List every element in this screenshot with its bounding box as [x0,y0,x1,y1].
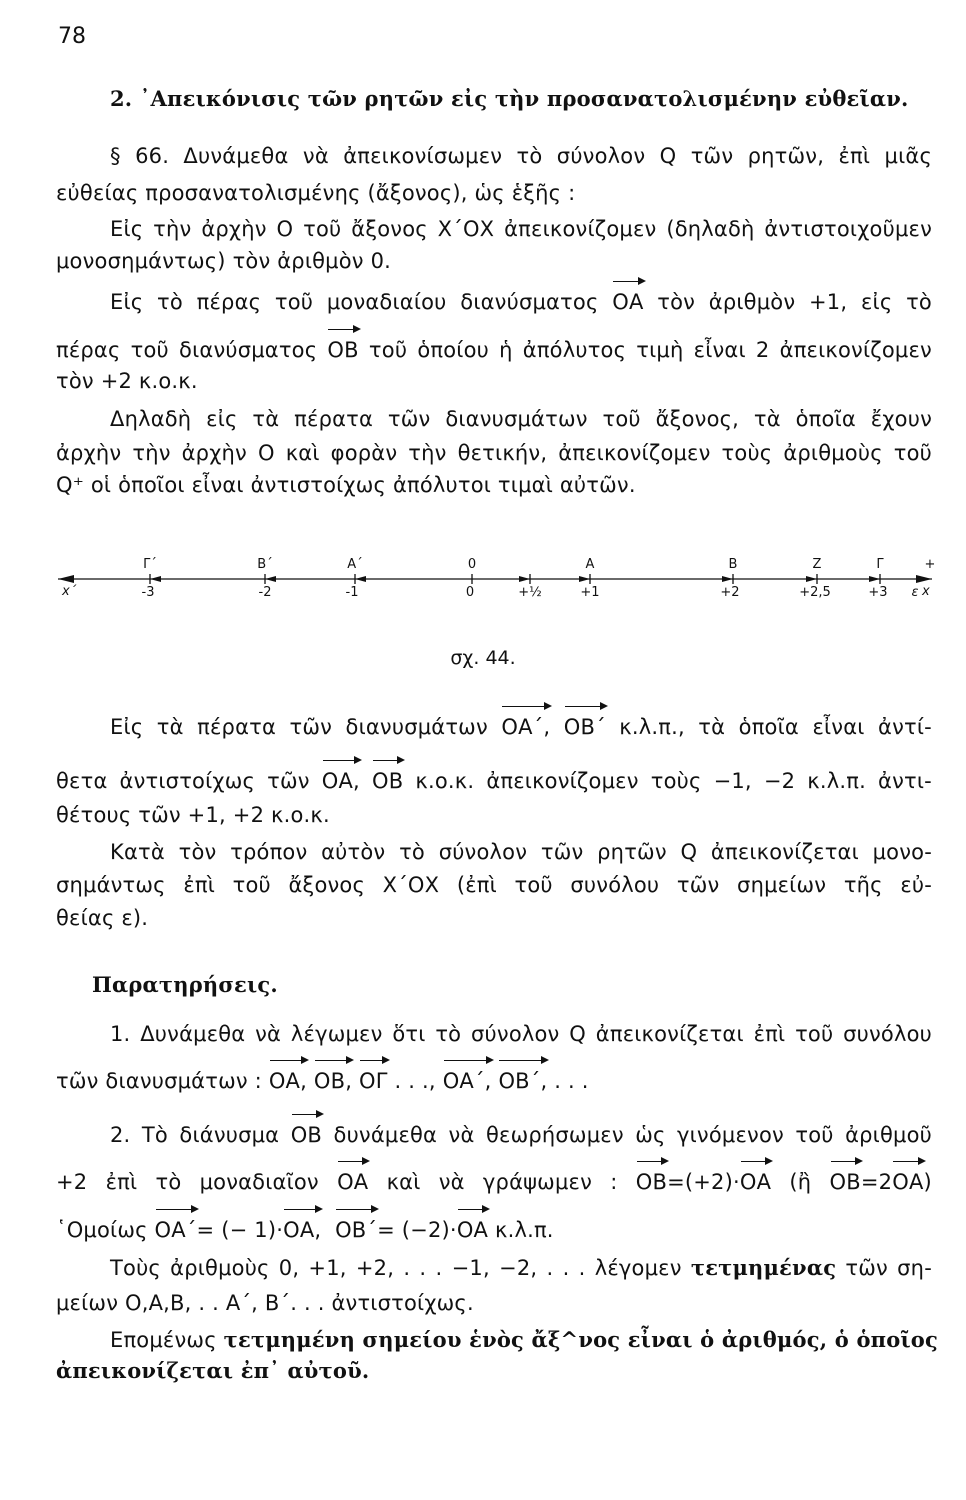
vector-oa: ΟΑ [612,290,644,314]
vector-arrowhead [150,576,161,582]
text: κ.λ.π., τὰ ὁποῖα εἶναι ἀντί- [619,715,932,739]
point-label: Α [585,557,595,572]
number-label: +3 [868,585,888,600]
text: Εἰς τὰ πέρατα τῶν διανυσμάτων [110,715,488,739]
vector-ob-prime: ΟΒ΄ [335,1218,378,1242]
para5-line3: θέτους τῶν +1, +2 κ.ο.κ. [56,803,330,827]
vector-oa: ΟΑ, [283,1218,322,1242]
text: καὶ νὰ γράψωμεν : [386,1170,618,1194]
para2-line1: Εἰς τὴν ἀρχὴν Ο τοῦ ἄξονος Χ΄ΟΧ ἀπεικονίζομεν (δηλαδὴ ἀντιστοιχοῦμεν [110,217,932,241]
vector-ob-prime: ΟΒ΄, [498,1069,548,1093]
remarks-title: Παρατηρήσεις. [92,972,278,997]
figure-caption: σχ. 44. [450,647,516,669]
section-heading: 2. ᾿Απεικόνισις τῶν ρητῶν εἰς τὴν προσανατολισμένην εὐθεῖαν. [110,86,909,111]
axis-left-arrow [58,575,74,583]
number-line-svg [0,548,966,648]
vector-ob: ΟΒ, [313,1069,353,1093]
para6-line2: σημάντως ἐπὶ τοῦ ἄξονος Χ΄ΟΧ (ἐπὶ τοῦ συνόλου τῶν σημείων τῆς εὐ- [56,873,932,897]
vector-oa: ΟΑ [456,1218,489,1242]
para1-line2: εὐθείας προσανατολισμένης (ἄξονος), ὡς ἑξῆς : [56,181,576,205]
para3-line3: τὸν +2 κ.ο.κ. [56,369,198,393]
para8-line2: ἀπεικονίζεται ἐπ᾿ αὐτοῦ. [56,1358,370,1383]
remark1-line1: 1. Δυνάμεθα νὰ λέγωμεν ὅτι τὸ σύνολον Q ἀπεικονίζεται ἐπὶ τοῦ συνόλου [110,1022,932,1046]
para4-line3: Q⁺ οἱ ὁποῖοι εἶναι ἀντιστοίχως ἀπόλυτοι τιμαὶ αὐτῶν. [56,473,636,497]
text: κ.λ.π. [495,1218,554,1242]
definition-text: τετμημένη σημείου ἑνὸς ἄξ^νος εἶναι ὁ ἀριθμός, ὁ ὁποῖος [223,1327,938,1352]
text: κ.ο.κ. ἀπεικονίζομεν τοὺς −1, −2 κ.λ.π. ἀντι- [415,769,932,793]
vector-oa: ΟΑ, [268,1069,307,1093]
number-label: +2,5 [799,585,831,600]
number-label: +½ [518,585,542,600]
vector-ob: ΟΒ [829,1170,861,1194]
text: . . . [554,1069,589,1093]
point-label: Ζ [812,557,822,572]
remark2-line1 [110,1122,932,1148]
page-number: 78 [58,24,86,49]
vector-ob: ΟΒ [290,1123,323,1147]
number-label: +1 [580,585,600,600]
vector-ob: ΟΒ [372,769,404,793]
text: ῾Ομοίως [56,1218,148,1242]
remark1-line2 [56,1068,932,1094]
para4-line1: Δηλαδὴ εἰς τὰ πέρατα τῶν διανυσμάτων τοῦ ἄξονος, τὰ ὁποῖα ἔχουν [110,407,932,431]
number-label: -2 [258,585,272,600]
number-label: +2 [720,585,740,600]
vector-oa: ΟΑ [337,1170,369,1194]
vector-arrowhead [806,576,817,582]
text: =2 [860,1170,893,1194]
text: . . ., [394,1069,436,1093]
vector-og: ΟΓ [359,1069,388,1093]
vector-oa-prime: ΟΑ΄, [501,715,551,739]
vector-arrowhead [722,576,733,582]
vector-ob-prime: ΟΒ΄ [563,715,606,739]
para5-line2 [56,768,932,794]
point-label: Β [728,557,738,572]
para3-line1 [110,289,932,315]
number-label: -1 [345,585,359,600]
para6-line3: θείας ε). [56,906,149,930]
text: δυνάμεθα νὰ θεωρήσωμεν ὡς γινόμενον τοῦ ἀριθμοῦ [333,1123,932,1147]
vector-oa-prime: ΟΑ΄ [154,1218,197,1242]
text: (ἢ [789,1170,812,1194]
vector-arrowhead [265,576,276,582]
para5-line1 [110,714,932,740]
vector-ob: ΟΒ [327,338,359,362]
text: =(+2)· [667,1170,740,1194]
axis-left-label: x΄ [62,584,77,599]
term-tetmimenas: τετμημένας [690,1255,837,1280]
vector-arrowhead [355,576,366,582]
text: +2 ἐπὶ τὸ μοναδιαῖον [56,1170,319,1194]
text: τῶν ση- [845,1256,932,1280]
axis-right-label: x [922,584,930,599]
remark2-line3 [56,1217,932,1243]
vector-oa: ΟΑ [739,1170,772,1194]
text: τῶν διανυσμάτων : [56,1069,262,1093]
point-label: + [924,557,936,572]
vector-oa: ΟΑ, [321,769,360,793]
number-label: 0 [465,585,475,600]
point-label: Γ [876,557,884,572]
text: τοῦ ὁποίου ἡ ἀπόλυτος τιμὴ εἶναι 2 ἀπεικονίζομεν [368,338,932,362]
axis-right-arrow [916,575,932,583]
point-label: 0 [467,557,477,572]
remark2-line2 [56,1169,932,1195]
para7-line1 [110,1255,932,1281]
text: πέρας τοῦ διανύσματος [56,338,318,362]
vector-arrowhead [579,576,590,582]
para7-line2: μείων Ο,Α,Β, . . Α΄, Β΄. . . ἀντιστοίχως. [56,1291,474,1315]
text: Επομένως [110,1328,217,1352]
para8-line1 [110,1327,938,1353]
para4-line2: ἀρχὴν τὴν ἀρχὴν Ο καὶ φορὰν τὴν θετικήν, ἀπεικονίζομεν τοὺς ἀριθμοὺς τοῦ [56,441,932,465]
point-label: Α΄ [347,557,363,572]
text: Εἰς τὸ πέρας τοῦ μοναδιαίου διανύσματος [110,290,599,314]
para3-line2 [56,337,932,363]
number-label: -3 [141,585,155,600]
text: 2. Τὸ διάνυσμα [110,1123,280,1147]
text: τὸν ἀριθμὸν +1, εἰς τὸ [657,290,932,314]
text: θετα ἀντιστοίχως τῶν [56,769,310,793]
vector-oa: ΟΑ [892,1170,924,1194]
vector-arrowhead [519,576,530,582]
vector-oa-prime: ΟΑ΄, [442,1069,492,1093]
vector-ob: ΟΒ [635,1170,668,1194]
para6-line1: Κατὰ τὸν τρόπον αὐτὸν τὸ σύνολον τῶν ρητῶν Q ἀπεικονίζεται μονο- [110,840,932,864]
text: Τοὺς ἀριθμοὺς 0, +1, +2, . . . −1, −2, . . . λέγομεν [110,1256,682,1280]
number-label: ε [911,585,919,600]
point-label: Γ΄ [143,557,157,572]
vector-arrowhead [869,576,880,582]
para2-line2: μονοσημάντως) τὸν ἀριθμὸν 0. [56,249,392,273]
text: = (−2)· [377,1218,457,1242]
text: ) [923,1170,932,1194]
text: = (− 1)· [196,1218,284,1242]
para1-line1: § 66. Δυνάμεθα νὰ ἀπεικονίσωμεν τὸ σύνολον Q τῶν ρητῶν, ἐπὶ μιᾶς [110,144,932,168]
point-label: Β΄ [257,557,273,572]
